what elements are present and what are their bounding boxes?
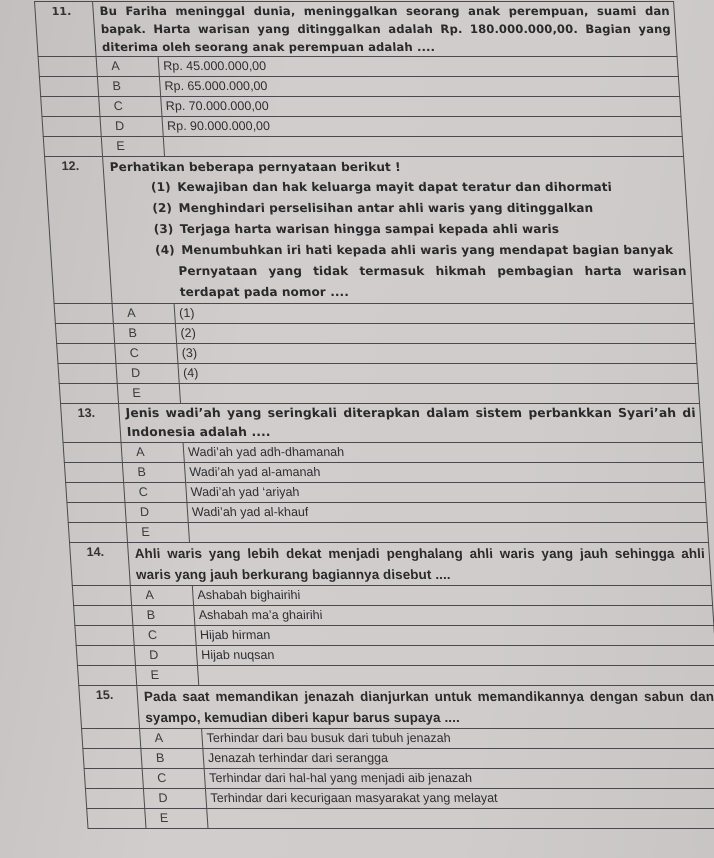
option-row-b[interactable] xyxy=(83,749,714,769)
question-row xyxy=(79,686,714,729)
option-row-e[interactable] xyxy=(68,523,708,543)
option-letter: B xyxy=(141,749,204,769)
option-letter: A xyxy=(140,729,203,749)
option-row-b[interactable] xyxy=(55,324,695,344)
blank-cell xyxy=(59,384,118,404)
option-row-c[interactable] xyxy=(66,483,706,503)
blank-cell xyxy=(76,646,135,666)
option-row-d[interactable] xyxy=(67,503,707,523)
option-text: Ashabah bighairihi xyxy=(192,586,712,606)
option-row-b[interactable] xyxy=(64,463,704,483)
option-letter: B xyxy=(97,77,160,97)
option-text: (3) xyxy=(177,344,697,364)
statement-text: Menumbuhkan iri hati kepada ahli waris yang mendapat bagian banyak xyxy=(180,243,674,257)
question-14 xyxy=(70,543,714,686)
option-row-e[interactable] xyxy=(87,809,714,829)
statement-text: Terjaga harta warisan hingga sampai kepada ahli waris xyxy=(179,222,560,236)
option-text: Wadi’ah yad adh-dhamanah xyxy=(183,443,703,463)
question-stem: Perhatikan beberapa pernyataan berikut ! xyxy=(109,160,402,174)
blank-cell xyxy=(41,97,100,117)
option-letter: C xyxy=(124,483,187,503)
option-row-d[interactable] xyxy=(76,646,714,666)
option-row-a[interactable] xyxy=(82,729,714,749)
option-text: Ashabah ma’a ghairihi xyxy=(194,606,714,626)
blank-cell xyxy=(84,769,143,789)
option-row-a[interactable] xyxy=(63,443,703,463)
option-letter: B xyxy=(113,324,176,344)
question-15 xyxy=(79,686,714,829)
blank-cell xyxy=(42,117,101,137)
blank-cell xyxy=(68,523,127,543)
option-text xyxy=(197,666,714,686)
option-letter: D xyxy=(125,503,188,523)
blank-cell xyxy=(54,304,113,324)
statement-text: Kewajiban dan hak keluarga mayit dapat teratur dan dihormati xyxy=(176,180,613,194)
blank-cell xyxy=(83,749,142,769)
option-row-c[interactable] xyxy=(41,97,681,117)
blank-cell xyxy=(85,789,144,809)
option-row-c[interactable] xyxy=(57,344,697,364)
question-row xyxy=(35,2,678,57)
question-row xyxy=(61,404,703,443)
option-row-a[interactable] xyxy=(38,57,678,77)
blank-cell xyxy=(63,443,122,463)
option-text: (1) xyxy=(174,304,694,324)
option-letter: A xyxy=(121,443,184,463)
question-stem: Bu Fariha meninggal dunia, meninggalkan seorang anak perempuan, suami dan bapak. Harta warisan yang ditinggalkan adalah Rp. 180.000.000,00. Bagian yang diterima oleh seorang anak perempuan adalah .... xyxy=(93,2,678,57)
question-stem: Ahli waris yang lebih dekat menjadi penghalang ahli waris yang jauh sehingga ahli waris yang jauh berkurang bagiannya disebut .... xyxy=(128,543,712,586)
option-text: (2) xyxy=(175,324,695,344)
option-text: (4) xyxy=(178,364,698,384)
option-text: Terhindar dari kecurigaan masyarakat yang melayat xyxy=(205,789,714,809)
statement-number: (2) xyxy=(151,201,173,215)
question-number: 12. xyxy=(45,157,113,304)
option-row-d[interactable] xyxy=(58,364,698,384)
blank-cell xyxy=(38,57,97,77)
option-text xyxy=(207,809,714,829)
question-stem: Jenis wadi’ah yang seringkali diterapkan dalam sistem perbankkan Syari’ah di Indonesia adalah .... xyxy=(119,404,703,443)
option-letter: D xyxy=(134,646,197,666)
blank-cell xyxy=(57,344,116,364)
option-letter: B xyxy=(122,463,185,483)
option-letter: C xyxy=(99,97,162,117)
option-row-d[interactable] xyxy=(42,117,682,137)
option-text: Terhindar dari bau busuk dari tubuh jenazah xyxy=(202,729,714,749)
blank-cell xyxy=(39,77,98,97)
option-row-c[interactable] xyxy=(75,626,714,646)
blank-cell xyxy=(67,503,126,523)
option-text xyxy=(179,384,699,404)
option-row-d[interactable] xyxy=(85,789,714,809)
option-text: Rp. 70.000.000,00 xyxy=(161,97,681,117)
exam-table-wrapper xyxy=(34,1,714,829)
option-text: Rp. 90.000.000,00 xyxy=(162,117,682,137)
option-row-b[interactable] xyxy=(39,77,679,97)
option-text: Wadi’ah yad ‘ariyah xyxy=(186,483,706,503)
option-row-e[interactable] xyxy=(77,666,714,686)
question-number: 14. xyxy=(70,543,131,586)
option-letter: A xyxy=(96,57,159,77)
option-letter: D xyxy=(100,117,163,137)
question-number: 15. xyxy=(79,686,140,729)
option-letter: E xyxy=(145,809,208,829)
question-row xyxy=(70,543,712,586)
question-number: 13. xyxy=(61,404,122,443)
option-letter: C xyxy=(133,626,196,646)
question-12 xyxy=(45,157,700,404)
option-text xyxy=(188,523,708,543)
question-stem-tail: Pernyataan yang tidak termasuk hikmah pembagian harta warisan terdapat pada nomor .... xyxy=(178,264,687,299)
option-text: Rp. 65.000.000,00 xyxy=(159,77,679,97)
option-letter: C xyxy=(115,344,178,364)
option-letter: B xyxy=(132,606,195,626)
blank-cell xyxy=(82,729,141,749)
option-text: Rp. 45.000.000,00 xyxy=(158,57,678,77)
question-stem-block xyxy=(103,157,694,304)
option-row-e[interactable] xyxy=(59,384,699,404)
option-text: Wadi’ah yad al-amanah xyxy=(184,463,704,483)
option-letter: E xyxy=(117,384,180,404)
blank-cell xyxy=(58,364,117,384)
question-stem: Pada saat memandikan jenazah dianjurkan untuk memandikannya dengan sabun dan syampo, kemudian diberi kapur barus supaya .... xyxy=(137,686,714,729)
question-row xyxy=(45,157,694,304)
option-letter: A xyxy=(130,586,193,606)
statement-list xyxy=(110,177,688,303)
question-11 xyxy=(35,2,684,157)
statement-text: Menghindari perselisihan antar ahli waris yang ditinggalkan xyxy=(178,201,594,215)
statement-number: (4) xyxy=(154,243,176,257)
option-letter: E xyxy=(135,666,198,686)
blank-cell xyxy=(64,463,123,483)
statement-item xyxy=(154,240,685,261)
blank-cell xyxy=(74,606,133,626)
question-13 xyxy=(61,404,709,543)
option-text: Terhindar dari hal-hal yang menjadi aib jenazah xyxy=(204,769,714,789)
option-text: Wadi’ah yad al-khauf xyxy=(187,503,707,523)
option-letter: E xyxy=(126,523,189,543)
option-letter: E xyxy=(101,137,164,157)
blank-cell xyxy=(87,809,146,829)
option-row-e[interactable] xyxy=(43,137,683,157)
option-text: Jenazah terhindar dari serangga xyxy=(203,749,714,769)
option-row-a[interactable] xyxy=(72,586,712,606)
statement-item xyxy=(150,177,681,198)
option-text: Hijab nuqsan xyxy=(196,646,714,666)
option-row-c[interactable] xyxy=(84,769,714,789)
blank-cell xyxy=(66,483,125,503)
blank-cell xyxy=(75,626,134,646)
option-letter: A xyxy=(112,304,175,324)
option-letter: C xyxy=(142,769,205,789)
blank-cell xyxy=(77,666,136,686)
blank-cell xyxy=(55,324,114,344)
exam-table xyxy=(34,1,714,829)
blank-cell xyxy=(72,586,131,606)
option-letter: D xyxy=(116,364,179,384)
option-letter: D xyxy=(143,789,206,809)
question-number: 11. xyxy=(35,2,97,57)
option-row-a[interactable] xyxy=(54,304,694,324)
option-text xyxy=(163,137,683,157)
statement-number: (1) xyxy=(150,180,172,194)
option-text: Hijab hirman xyxy=(195,626,714,646)
blank-cell xyxy=(43,137,102,157)
statement-item xyxy=(153,219,684,240)
option-row-b[interactable] xyxy=(74,606,714,626)
statement-number: (3) xyxy=(153,222,174,236)
statement-item xyxy=(152,198,683,219)
